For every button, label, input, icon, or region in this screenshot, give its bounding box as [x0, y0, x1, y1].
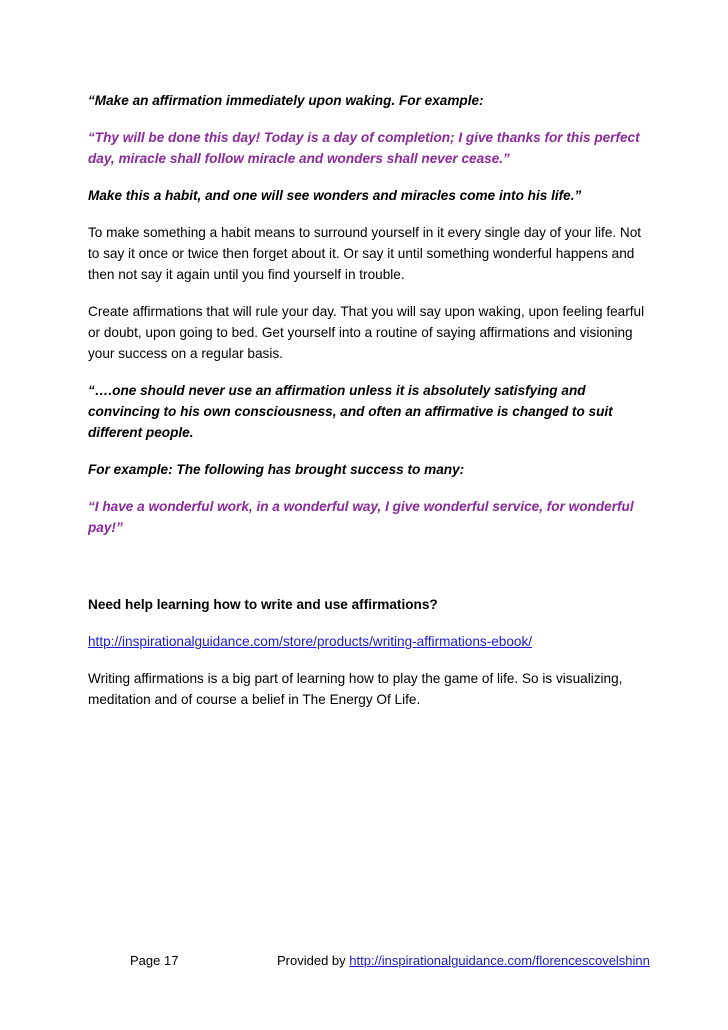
- page-number: Page 17: [130, 953, 179, 968]
- paragraph-create: Create affirmations that will rule your day. That you will say upon waking, upon feeling fearful or doubt, upon going to bed. Get yourself into a routine of saying affirmations and visioning your success on a regular basis.: [88, 304, 645, 361]
- spacer: [88, 554, 648, 594]
- page-content: [88, 90, 648, 726]
- quote-intro: “Make an affirmation immediately upon waking. For example:: [88, 93, 484, 108]
- quote-habit: Make this a habit, and one will see wonders and miracles come into his life.”: [88, 188, 582, 203]
- quote-affirmation: “Thy will be done this day! Today is a day of completion; I give thanks for this perfect day, miracle shall follow miracle and wonders shall never cease.”: [88, 130, 640, 166]
- help-heading: Need help learning how to write and use affirmations?: [88, 597, 438, 612]
- quote-never: “….one should never use an affirmation unless it is absolutely satisfying and convincing to his own consciousness, and often an affirmative is changed to suit different people.: [88, 383, 613, 440]
- quote-wonderful: “I have a wonderful work, in a wonderful way, I give wonderful service, for wonderful pay!”: [88, 499, 634, 535]
- footer-link[interactable]: http://inspirationalguidance.com/florencescovelshinn: [349, 953, 650, 968]
- ebook-link[interactable]: http://inspirationalguidance.com/store/products/writing-affirmations-ebook/: [88, 634, 533, 649]
- provided-by: [277, 952, 650, 970]
- quote-example: For example: The following has brought success to many:: [88, 462, 465, 477]
- provided-by-label: Provided by: [277, 953, 350, 968]
- paragraph-closing: Writing affirmations is a big part of learning how to play the game of life. So is visualizing, meditation and of course a belief in The Energy Of Life.: [88, 671, 623, 707]
- help-link-paragraph: [88, 631, 648, 652]
- paragraph-habit: To make something a habit means to surround yourself in it every single day of your life. Not to say it once or twice then forget about it. Or say it until something wonderful happens and then not say it again until you find yourself in trouble.: [88, 225, 642, 282]
